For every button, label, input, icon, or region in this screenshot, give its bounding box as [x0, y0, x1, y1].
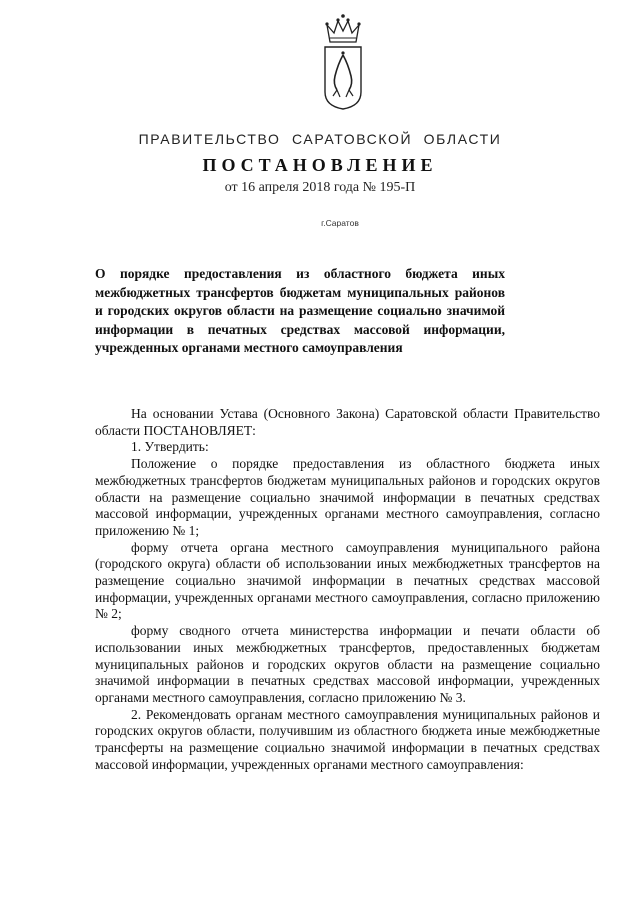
document-date-number: от 16 апреля 2018 года № 195-П — [224, 180, 416, 195]
paragraph: На основании Устава (Основного Закона) Саратовской области Правительство области ПОСТАНОВЛЯЕТ: — [95, 406, 600, 438]
document-city: г.Саратов — [321, 218, 359, 228]
paragraph: форму сводного отчета министерства информации и печати области об использовании иных межбюджетных трансфертов, предоставленных бюджетам муниципальных районов и городских округов области на размещение социально значимой информации в печатных средствах массовой информации, учрежденных органами местного самоуправления, согласно приложению № 3. — [95, 623, 600, 705]
paragraph: Положение о порядке предоставления из областного бюджета иных межбюджетных трансфертов бюджетам муниципальных районов и городских округов области на размещение социально значимой информации в печатных средствах массовой информации, учрежденных органами местного самоуправления, согласно приложению № 1; — [95, 456, 600, 538]
saratov-oblast-coat-of-arms-icon — [318, 12, 368, 112]
paragraph: 1. Утвердить: — [131, 439, 209, 455]
government-name: ПРАВИТЕЛЬСТВО САРАТОВСКОЙ ОБЛАСТИ — [138, 131, 502, 147]
document-type: ПОСТАНОВЛЕНИЕ — [202, 155, 438, 175]
paragraph: 2. Рекомендовать органам местного самоуправления муниципальных районов и городских округов области, получившим из областного бюджета иные межбюджетные трансферты на размещение социально значимой информации в печатных средствах массовой информации, учрежденных органами местного самоуправления: — [95, 706, 600, 772]
paragraph: форму отчета органа местного самоуправления муниципального района (городского округа) области об использовании иных межбюджетных трансфертов на размещение социально значимой информации в печатных средствах массовой информации, учрежденных органами местного самоуправления, согласно приложению № 2; — [95, 539, 600, 622]
document-title: О порядке предоставления из областного бюджета иных межбюджетных трансфертов бюджетам муниципальных районов и городских округов области на размещение социально значимой информации в печатных средствах массовой информации, учрежденных органами местного самоуправления — [95, 266, 505, 355]
document-body — [95, 406, 600, 773]
